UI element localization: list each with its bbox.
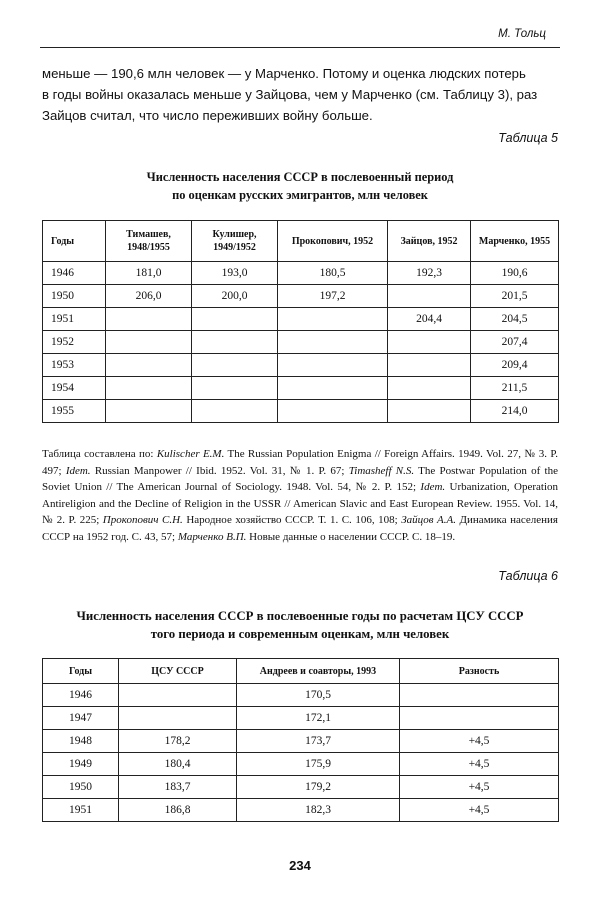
value-cell: 207,4 [471, 331, 559, 354]
value-cell [106, 377, 192, 400]
source-text: The Russian Population Enigma // Foreign Affairs. 1949. Vol. 27, № 3. P. 497; [42, 448, 558, 477]
header-cell: Прокопович, 1952 [278, 221, 388, 262]
table-row [43, 730, 559, 753]
value-cell: 178,2 [119, 730, 237, 753]
value-cell [192, 400, 278, 423]
value-cell: 181,0 [106, 262, 192, 285]
value-cell: 179,2 [237, 776, 400, 799]
source-text: Таблица составлена по: [42, 448, 157, 460]
header-cell: Разность [400, 659, 559, 684]
value-cell [388, 400, 471, 423]
value-cell [192, 354, 278, 377]
table-header-row [43, 221, 559, 262]
source-author: Idem. [65, 464, 91, 477]
value-cell [119, 707, 237, 730]
value-cell: 209,4 [471, 354, 559, 377]
value-cell: +4,5 [400, 753, 559, 776]
table5-title [40, 168, 560, 204]
value-cell: 204,4 [388, 308, 471, 331]
source-text: Народное хозяйство СССР. Т. 1. С. 106, 108; [182, 514, 402, 526]
table5-source-note [42, 446, 558, 545]
source-text: Новые данные о населении СССР. С. 18–19. [246, 530, 456, 543]
value-cell [278, 400, 388, 423]
table6-label: Таблица 6 [498, 569, 558, 583]
value-cell [106, 331, 192, 354]
source-text: The Postwar Population of the Soviet Union // The American Journal of Sociology. 1948. Vol. 54, № 2. P. 152; [42, 464, 558, 493]
value-cell: +4,5 [400, 776, 559, 799]
value-cell: 192,3 [388, 262, 471, 285]
value-cell: 170,5 [237, 684, 400, 707]
value-cell: 214,0 [471, 400, 559, 423]
table-row [43, 377, 559, 400]
table5-title-line: Численность населения СССР в послевоенный период [146, 170, 454, 184]
running-header [40, 24, 560, 48]
year-cell: 1952 [43, 331, 106, 354]
year-cell: 1953 [43, 354, 106, 377]
source-author: Idem. [420, 481, 446, 493]
value-cell [278, 354, 388, 377]
table6 [42, 658, 559, 822]
table-row [43, 262, 559, 285]
source-author: Зайцов А.А. [401, 514, 457, 526]
paragraph-line: Зайцов считал, что число переживших войну больше. [42, 108, 373, 123]
value-cell: 182,3 [237, 799, 400, 822]
table-row [43, 400, 559, 423]
year-cell: 1946 [43, 684, 119, 707]
source-author: Timasheff N.S. [348, 464, 415, 477]
value-cell [106, 308, 192, 331]
table-header-row [43, 659, 559, 684]
table6-title [40, 607, 560, 643]
value-cell: +4,5 [400, 730, 559, 753]
year-cell: 1946 [43, 262, 106, 285]
paragraph-line: меньше — 190,6 млн человек — у Марченко. Потому и оценка людских потерь [42, 66, 526, 81]
table-row [43, 285, 559, 308]
table-row [43, 799, 559, 822]
year-cell: 1949 [43, 753, 119, 776]
value-cell: 201,5 [471, 285, 559, 308]
value-cell: 180,5 [278, 262, 388, 285]
value-cell: 211,5 [471, 377, 559, 400]
year-cell: 1954 [43, 377, 106, 400]
value-cell: 186,8 [119, 799, 237, 822]
table5 [42, 220, 559, 423]
value-cell: 180,4 [119, 753, 237, 776]
header-cell: Андреев и соавторы, 1993 [237, 659, 400, 684]
source-text: Urbanization, Operation Antireligion and the Decline of Religion in the USSR // American Slavic and East European Review. 1955. Vol. 14, № 2. P. 225; [42, 481, 558, 526]
value-cell: 190,6 [471, 262, 559, 285]
year-cell: 1948 [43, 730, 119, 753]
value-cell [400, 707, 559, 730]
header-cell: Марченко, 1955 [471, 221, 559, 262]
value-cell [388, 354, 471, 377]
value-cell: 204,5 [471, 308, 559, 331]
value-cell [400, 684, 559, 707]
source-author: Kulischer E.M. [156, 448, 225, 460]
source-author: Прокопович С.Н. [102, 514, 183, 526]
year-cell: 1951 [43, 799, 119, 822]
value-cell [278, 308, 388, 331]
paragraph-line: в годы войны оказалась меньше у Зайцова, чем у Марченко (см. Таблицу 3), раз [42, 87, 538, 102]
value-cell [192, 331, 278, 354]
source-author: Марченко В.П. [177, 530, 247, 543]
value-cell [106, 354, 192, 377]
value-cell: 206,0 [106, 285, 192, 308]
value-cell: +4,5 [400, 799, 559, 822]
year-cell: 1950 [43, 285, 106, 308]
table-row [43, 354, 559, 377]
table-row [43, 776, 559, 799]
value-cell [106, 400, 192, 423]
value-cell [192, 308, 278, 331]
value-cell [388, 331, 471, 354]
value-cell: 175,9 [237, 753, 400, 776]
year-cell: 1950 [43, 776, 119, 799]
value-cell [192, 377, 278, 400]
header-cell: ЦСУ СССР [119, 659, 237, 684]
header-author: М. Тольц [498, 28, 546, 40]
value-cell [278, 377, 388, 400]
source-text: Russian Manpower // Ibid. 1952. Vol. 31, № 1. P. 67; [90, 464, 349, 477]
value-cell: 197,2 [278, 285, 388, 308]
table-row [43, 753, 559, 776]
table-row [43, 707, 559, 730]
table5-label: Таблица 5 [498, 131, 558, 145]
header-cell: Годы [43, 659, 119, 684]
table6-title-line: Численность населения СССР в послевоенные годы по расчетам ЦСУ СССР [76, 609, 524, 623]
value-cell: 173,7 [237, 730, 400, 753]
value-cell: 183,7 [119, 776, 237, 799]
source-text: Динамика населения СССР на 1952 год. С. 43, 57; [42, 514, 558, 543]
header-cell: Тимашев, 1948/1955 [106, 221, 192, 262]
table-row [43, 684, 559, 707]
header-cell: Годы [43, 221, 106, 262]
value-cell: 200,0 [192, 285, 278, 308]
header-cell: Зайцов, 1952 [388, 221, 471, 262]
year-cell: 1955 [43, 400, 106, 423]
value-cell: 193,0 [192, 262, 278, 285]
value-cell [119, 684, 237, 707]
table-row [43, 331, 559, 354]
table-row [43, 308, 559, 331]
value-cell [388, 285, 471, 308]
value-cell [278, 331, 388, 354]
value-cell [388, 377, 471, 400]
page-number: 234 [289, 858, 311, 873]
table6-title-line: того периода и современным оценкам, млн человек [150, 627, 450, 641]
year-cell: 1947 [43, 707, 119, 730]
body-paragraph [42, 63, 562, 126]
value-cell: 172,1 [237, 707, 400, 730]
year-cell: 1951 [43, 308, 106, 331]
table5-title-line: по оценкам русских эмигрантов, млн человек [172, 188, 428, 202]
header-cell: Кулишер, 1949/1952 [192, 221, 278, 262]
